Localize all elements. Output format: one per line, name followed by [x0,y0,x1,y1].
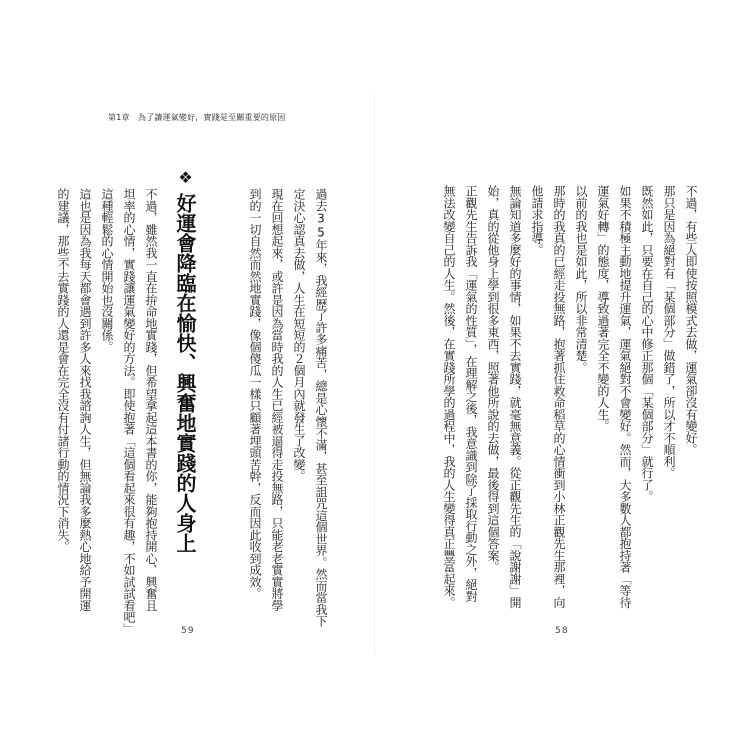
right-column-11: 正觀先生告訴我「運氣的性質」，在理解之後，我意識到除了採取行動之外，絕對 [464,185,478,602]
right-column-8: 他請求指導。 [530,185,544,256]
section-heading [175,168,195,553]
right-column-5: 運氣好轉」的態度，導致過著完全不變的人生。 [596,185,610,432]
diamond-mark-icon: ❖ [176,168,195,187]
left-column-5: 不過，雖然我一直在拚命地實踐，但希望拿起這本書的你，能夠抱持開心、興奮且 [144,188,158,611]
left-column-7: 這種輕鬆的心情開始也沒關係。 [100,188,114,353]
right-column-4: 如果不積極主動地提升運氣，運氣絕對不會變好。然而，大多數人都抱持著「等待 [618,185,632,608]
right-column-6: 以前的我也是如此，所以非常清楚。 [574,185,588,373]
right-column-2: 那只是因為絕對有「某個部分」做錯了，所以才不順利。 [662,185,676,479]
right-column-7: 那時的我真的已經走投無路，抱著抓住救命稻草的心情衝到小林正觀先生那裡，向 [552,185,566,608]
right-column-3: 既然如此，只要在自己的心中修正那個「某個部分」就行了。 [640,185,654,503]
running-head: 第1章 為了讓運氣變好，實踐是至關重要的原因 [108,113,286,122]
left-column-6: 坦率的心情，實踐讓運氣變好的方法。即使抱著「這個看起來很有趣，不如試試看吧」 [122,188,136,635]
left-column-9: 的建議，那些不去實踐的人還是會在完全沒有付諸行動的情況下消失。 [56,188,70,553]
right-column-10: 始，真的從他身上學到很多東西，照著他所說的去做，最後得到這個答案。 [486,185,500,573]
section-heading-text: 好運會降臨在愉快、興奮地實踐的人身上 [173,193,197,553]
left-column-2: 定決心認真去做，人生在短短的２個月內就發生了改變。 [292,188,306,482]
right-column-1: 不過，有些人即使按照模式去做，運氣卻沒有變好。 [684,185,698,456]
spread-gutter [374,95,375,655]
right-page-number: 58 [555,626,569,636]
left-column-3: 現在回想起來，或許是因為當時我的人生已經被逼得走投無路，只能老老實實將學 [270,188,284,611]
left-page-number: 59 [181,626,195,636]
left-column-4: 到的一切自然而然地實踐，像個傻瓜一樣只顧著埋頭苦幹，反而因此收到成效。 [248,188,262,600]
left-column-8: 這也是因為我每天都會遇到許多人來找我諮詢人生，但無論我多麼熱心地給予開運 [78,188,92,611]
right-column-12: 無法改變自己的人生。然後，在實踐所學的過程中，我的人生變得真正豐富起來。 [442,185,456,608]
right-column-9: 無論知道多麼好的事情，如果不去實踐，就毫無意義。從正觀先生的「說謝謝」開 [508,185,522,608]
left-column-1: 過去35年來，我經歷了許多痛苦，總是心懷不滿，甚至詛咒這個世界。然而當我下 [314,188,328,627]
